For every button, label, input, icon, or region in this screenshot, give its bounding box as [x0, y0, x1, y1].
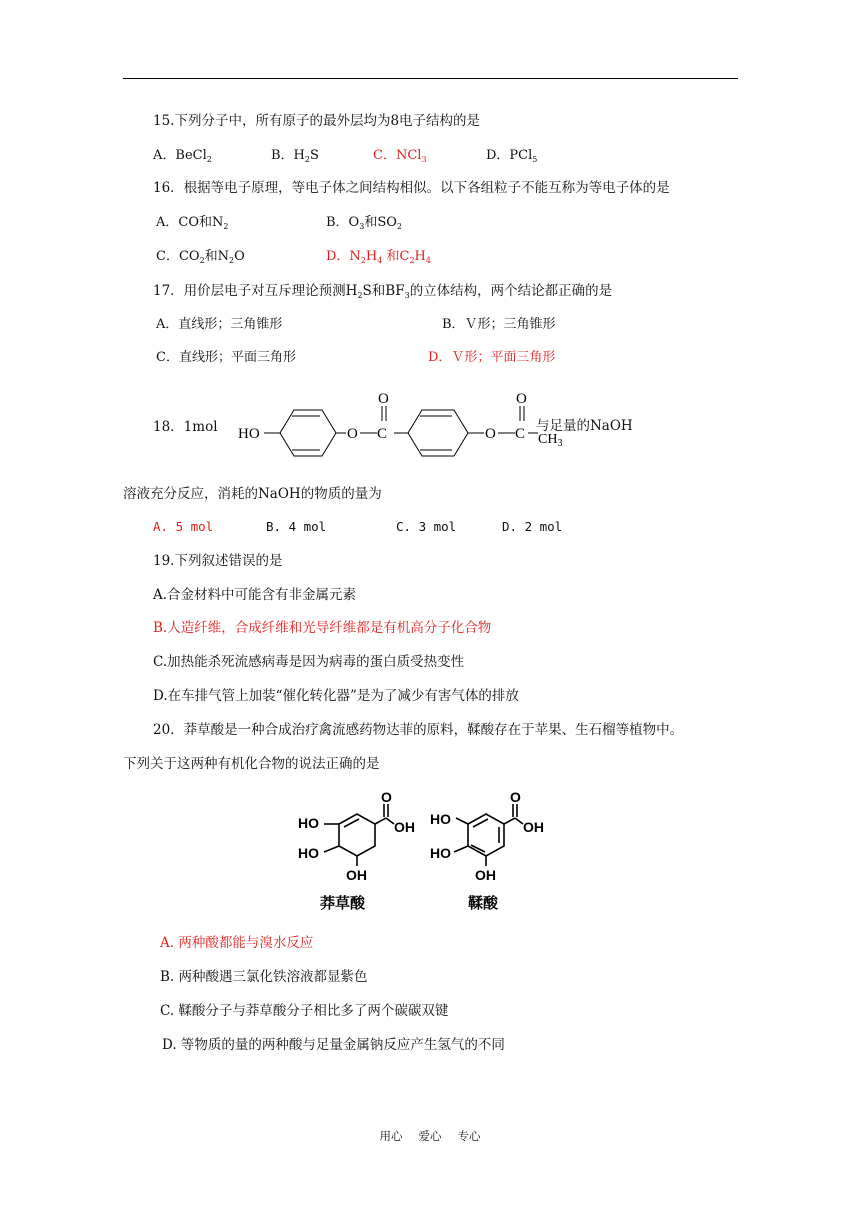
q19-option-b-answer: B.人造纤维，合成纤维和光导纤维都是有机高分子化合物 [153, 620, 492, 636]
q17-option-b: B．Ｖ形；三角锥形 [442, 317, 556, 332]
q20-option-c: C. 鞣酸分子与莽草酸分子相比多了两个碳碳双键 [160, 1003, 449, 1019]
q18-option-a-answer: A. 5 mol [153, 519, 214, 534]
footer-word-3: 专心 [457, 1129, 481, 1143]
mol2-oh-bottom-label: OH [475, 867, 496, 883]
q15-option-c-answer: C．NCl$_3$ [373, 148, 427, 164]
footer-word-1: 用心 [379, 1129, 403, 1143]
q20-option-a-answer: A. 两种酸都能与溴水反应 [160, 935, 314, 951]
mol2-name: 鞣酸 [468, 895, 499, 912]
mol1-name: 莽草酸 [320, 895, 366, 912]
q18-o1-label: O [347, 426, 358, 442]
q18-ch3-label: $CH_3$ [538, 432, 563, 449]
mol1-oh-bottom-label: OH [346, 867, 367, 883]
q20-figure [292, 788, 562, 918]
q19-option-d: D.在车排气管上加装“催化转化器”是为了减少有害气体的排放 [153, 688, 519, 704]
mol2-ho-left-label: HO [430, 845, 451, 861]
mol1-o-label: O [381, 789, 392, 805]
q20-stem-line2: 下列关于这两种有机化合物的说法正确的是 [123, 756, 380, 772]
q17-option-d-answer: D．Ｖ形；平面三角形 [428, 350, 556, 365]
footer-word-2: 爱心 [418, 1129, 442, 1143]
q18-c2-label: C [515, 426, 526, 442]
q18-c1-label: C [377, 426, 388, 442]
q18-o2-label: O [485, 426, 496, 442]
q15-option-a: A．BeCl$_2$ [153, 148, 212, 164]
mol1-ho-left-label: HO [298, 845, 319, 861]
q20-option-b: B. 两种酸遇三氯化铁溶液都显紫色 [160, 969, 368, 985]
shikimic-acid-structure [298, 789, 415, 912]
q17-option-c: C．直线形；平面三角形 [156, 350, 296, 365]
q15-stem: 15.下列分子中，所有原子的最外层均为8电子结构的是 [153, 113, 481, 129]
q18-o-top2-label: O [516, 391, 527, 407]
q16-stem: 16．根据等电子原理，等电子体之间结构相似。以下各组粒子不能互称为等电子体的是 [153, 180, 670, 196]
q18-option-d: D. 2 mol [502, 519, 563, 534]
q20-option-d: D. 等物质的量的两种酸与足量金属钠反应产生氢气的不同 [162, 1037, 505, 1053]
q18-stem-line2: 溶液充分反应，消耗的NaOH的物质的量为 [123, 486, 382, 502]
mol2-ho-top-label: HO [430, 811, 451, 827]
q19-option-c: C.加热能杀死流感病毒是因为病毒的蛋白质受热变性 [153, 654, 465, 670]
q19-stem: 19.下列叙述错误的是 [153, 553, 283, 569]
q18-stem-suffix: 与足量的NaOH [536, 418, 633, 434]
mol2-oh-label: OH [523, 819, 544, 835]
q16-option-b: B．$O_3$和$SO_2$ [326, 215, 402, 231]
q20-stem-line1: 20．莽草酸是一种合成治疗禽流感药物达菲的原料，鞣酸存在于苹果、生石榴等植物中。 [153, 722, 684, 738]
header-rule [123, 78, 738, 79]
mol2-o-label: O [510, 789, 521, 805]
q17-stem: 17．用价层电子对互斥理论预测$H_2S$和$BF_3$的立体结构，两个结论都正确的是 [153, 283, 613, 300]
q18-ho-label: HO [238, 426, 260, 442]
q17-option-a: A．直线形；三角锥形 [156, 317, 283, 332]
q18-o-top1-label: O [378, 391, 389, 407]
gallic-acid-structure [430, 789, 544, 912]
q16-option-c: C．$CO_2$和$N_2O$ [156, 249, 245, 265]
q18-structure [232, 388, 563, 466]
page-footer [0, 1128, 860, 1144]
q19-option-a: A.合金材料中可能含有非金属元素 [153, 587, 357, 603]
q15-option-b: B．$H_2S$ [271, 148, 319, 164]
q16-option-a: A．CO和$N_2$ [156, 215, 229, 231]
mol1-oh-label: OH [394, 819, 415, 835]
q18-stem-prefix: 18．1mol [153, 419, 218, 435]
q16-option-d-answer: D．$N_2H_4$ 和$C_2H_4$ [326, 249, 431, 265]
q15-option-d: D．PCl$_5$ [486, 148, 538, 164]
q18-option-c: C. 3 mol [396, 519, 457, 534]
mol1-ho-top-label: HO [298, 815, 319, 831]
q18-option-b: B. 4 mol [266, 519, 327, 534]
